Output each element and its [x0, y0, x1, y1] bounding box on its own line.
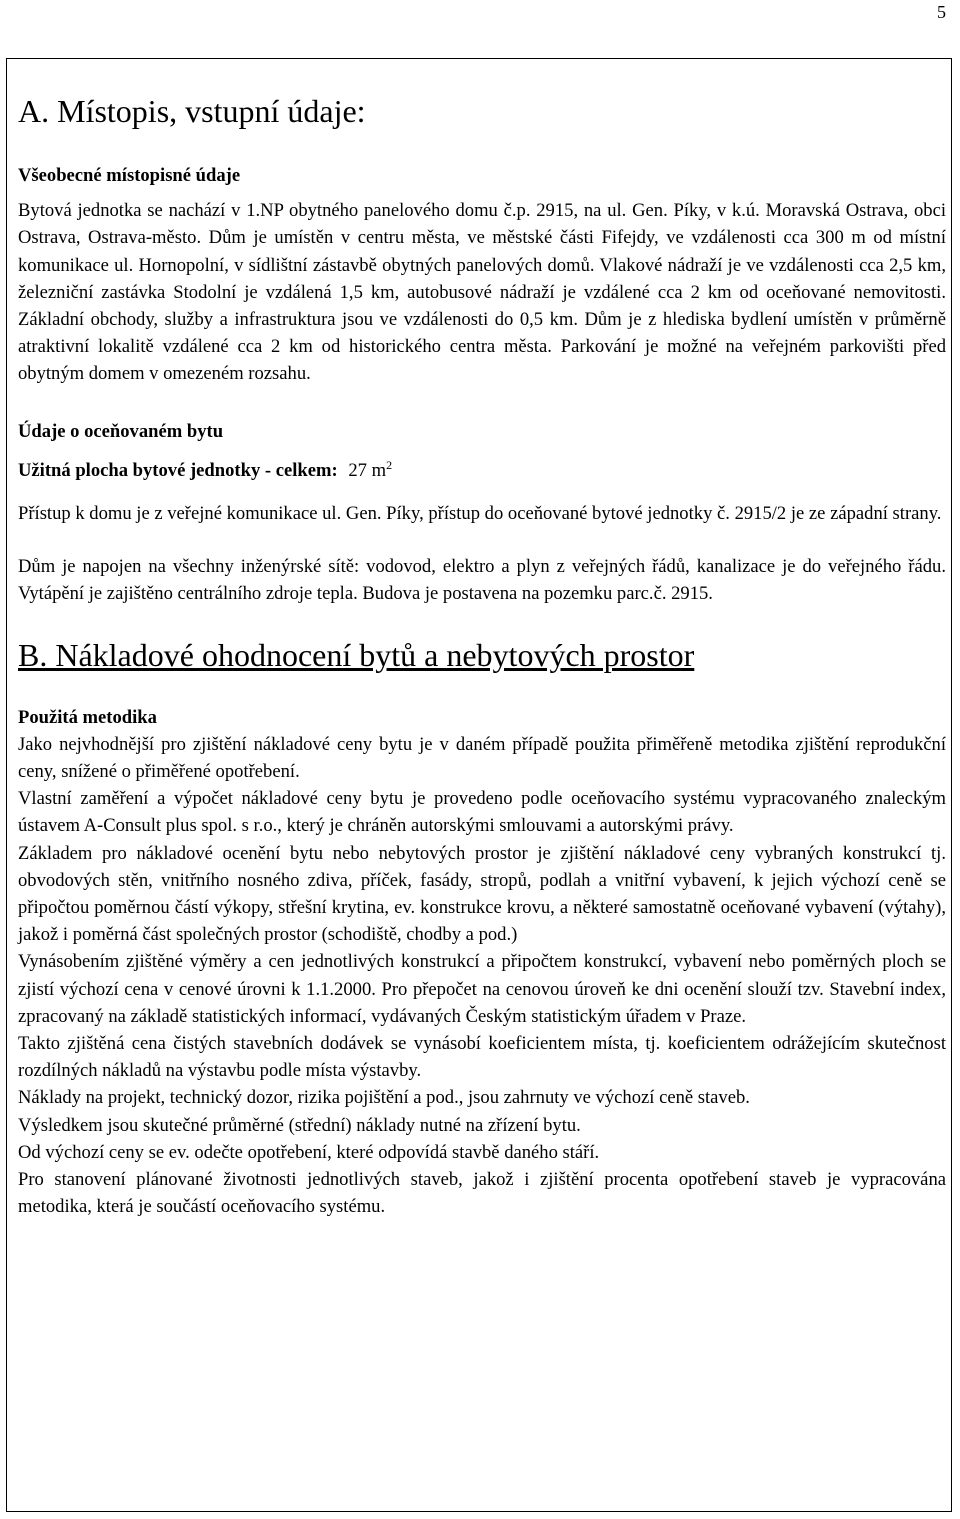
method-paragraph: Takto zjištěná cena čistých stavebních dodávek se vynásobí koeficientem místa, tj. koeficientem odrážejícím skutečnost rozdílných nákladů na výstavbu podle místa výstavby. — [18, 1033, 946, 1082]
section-b-title: B. Nákladové ohodnocení bytů a nebytových prostor — [18, 636, 695, 673]
unit-heading: Údaje o oceňovaném bytu — [18, 420, 224, 442]
document-content — [18, 92, 946, 1221]
method-paragraph: Pro stanovení plánované životnosti jednotlivých staveb, jakož i zjištění procenta opotřebení staveb je vypracována metodika, která je součástí oceňovacího systému. — [18, 1169, 946, 1218]
method-paragraph: Náklady na projekt, technický dozor, rizika pojištění a pod., jsou zahrnuty ve výchozí ceně staveb. — [18, 1087, 750, 1109]
method-paragraph: Vlastní zaměření a výpočet nákladové ceny bytu je provedeno podle oceňovacího systému vypracovaného znaleckým ústavem A-Consult plus spol. s r.o., který je chráněn autorskými smlouvami a autorskými právy. — [18, 788, 946, 837]
general-heading: Všeobecné místopisné údaje — [18, 165, 241, 186]
section-a-title: A. Místopis, vstupní údaje: — [18, 93, 366, 129]
usable-area-value: 27 m — [348, 459, 387, 481]
page-number: 5 — [937, 2, 946, 22]
usable-area-line — [18, 457, 946, 484]
utilities-paragraph: Dům je napojen na všechny inženýrské sítě: vodovod, elektro a plyn z veřejných řádů, kanalizace je do veřejného řádu. Vytápění je zajištěno centrálního zdroje tepla. Budova je postavena na pozemku parc.č. 2915. — [18, 556, 946, 605]
usable-area-exponent: 2 — [386, 457, 393, 472]
general-paragraph: Bytová jednotka se nachází v 1.NP obytného panelového domu č.p. 2915, na ul. Gen. Píky, v k.ú. Moravská Ostrava, obci Ostrava, Ostrava-město. Dům je umístěn v centru města, ve městské části Fifejdy, ve vzdálenosti cca 300 m od místní komunikace ul. Hornopolní, v sídlištní zástavbě obytných panelových domů. Vlakové nádraží je ve vzdálenosti cca 2,5 km, železniční zastávka Stodolní je vzdálená 1,5 km, autobusové nádraží je vzdálené cca 2 km od oceňované nemovitosti. Základní obchody, služby a infrastruktura jsou ve vzdálenosti do 0,5 km. Dům je z hlediska bydlení umístěn v průměrně atraktivní lokalitě vzdálené cca 2 km od historického centra města. Parkování je možné na veřejném parkovišti před obytným domem v omezeném rozsahu. — [18, 200, 946, 385]
method-paragraph: Od výchozí ceny se ev. odečte opotřebení, které odpovídá stavbě daného stáří. — [18, 1141, 600, 1163]
method-paragraph: Výsledkem jsou skutečné průměrné (střední) náklady nutné na zřízení bytu. — [18, 1114, 581, 1136]
method-paragraph: Vynásobením zjištěné výměry a cen jednotlivých konstrukcí a připočtem konstrukcí, vybavení nebo poměrných ploch se zjistí výchozí cena v cenové úrovni k 1.1.2000. Pro přepočet na cenovou úroveň ke dni ocenění slouží tzv. Stavební index, zpracovaný na základě statistických informací, vydávaných Českým statistickým úřadem v Praze. — [18, 951, 946, 1027]
method-paragraph: Základem pro nákladové ocenění bytu nebo nebytových prostor je zjištění nákladové ceny vybraných konstrukcí tj. obvodových stěn, vnitřního nosného zdiva, příček, fasády, stropů, podlah a vnitřní vybavení, k jejich výchozí ceně se připočtou poměrnou částí výkopy, střešní krytina, ev. konstrukce krovu, a některé samostatně oceňované vybavení (výtahy), jakož i poměrná část společných prostor (schodiště, chodby a pod.) — [18, 842, 946, 946]
usable-area-label: Užitná plocha bytové jednotky - celkem: — [18, 459, 338, 481]
method-heading: Použitá metodika — [18, 706, 157, 728]
access-paragraph: Přístup k domu je z veřejné komunikace ul. Gen. Píky, přístup do oceňované bytové jednotky č. 2915/2 je ze západní strany. — [18, 503, 942, 525]
method-paragraph: Jako nejvhodnější pro zjištění nákladové ceny bytu je v daném případě použita přiměřeně metodika zjištění reprodukční ceny, snížené o přiměřené opotřebení. — [18, 733, 946, 783]
